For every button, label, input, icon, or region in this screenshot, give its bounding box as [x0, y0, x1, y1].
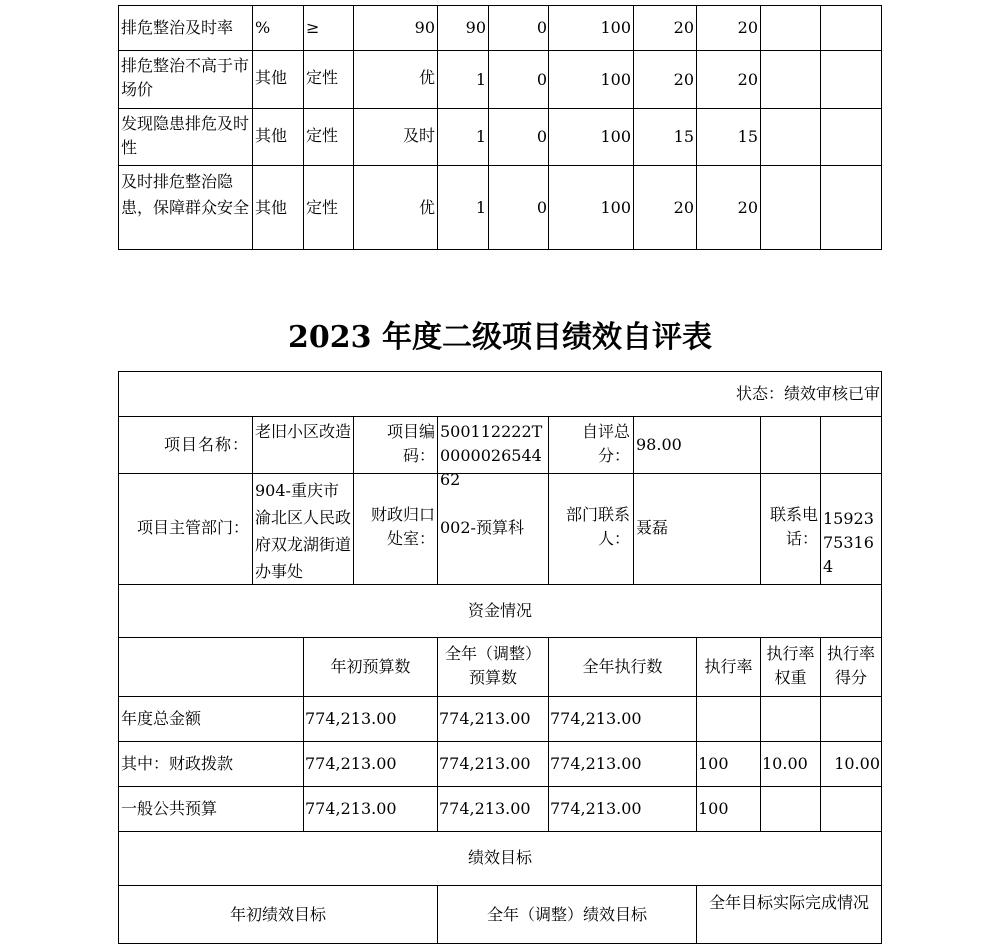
col-header-rate-score: 执行率得分 [826, 644, 875, 687]
unit-cell: % [255, 18, 271, 37]
score-cell: 20 [737, 198, 758, 217]
score-cell: 15 [737, 127, 758, 146]
weight-cell: 20 [673, 18, 694, 37]
dept-label: 项目主管部门： [136, 518, 249, 537]
actual-cell: 1 [475, 127, 486, 146]
dept-value: 904-重庆市渝北区人民政府双龙湖街道办事处 [255, 481, 352, 581]
nature-cell: 定性 [306, 68, 339, 87]
finance-value: 002-预算科 [440, 518, 524, 537]
col-header-adjusted-budget: 全年（调整）预算数 [444, 644, 541, 687]
indicator-name: 排危整治不高于市场价 [121, 56, 250, 99]
funds-row-label: 年度总金额 [121, 709, 202, 728]
score-value: 98.00 [636, 435, 682, 454]
target-cell: 90 [414, 18, 435, 37]
actual-cell: 1 [475, 198, 486, 217]
unit-cell: 其他 [255, 68, 288, 87]
funds-score: 10.00 [834, 754, 880, 773]
funds-row-label: 其中：财政拨款 [121, 754, 234, 773]
nature-cell: 定性 [306, 126, 339, 145]
actual-cell: 1 [475, 70, 486, 89]
page-title: 2023 年度二级项目绩效自评表 [288, 320, 712, 355]
funds-initial: 774,213.00 [305, 709, 397, 728]
indicator-name: 及时排危整治隐患，保障群众安全 [121, 172, 250, 217]
value-cell: 0 [536, 70, 547, 89]
project-name-value: 老旧小区改造 [255, 422, 352, 441]
score-cell: 20 [737, 18, 758, 37]
col-header-actual-completion: 全年目标实际完成情况 [708, 893, 869, 912]
funds-weight: 10.00 [762, 754, 808, 773]
project-code-value: 500112222T000002654462 [440, 422, 543, 489]
funds-executed: 774,213.00 [550, 754, 642, 773]
project-code-label: 项目编码： [386, 422, 435, 465]
phone-value: 15923753164 [823, 509, 874, 576]
col-header-initial-goal: 年初绩效目标 [229, 905, 326, 924]
nature-cell: ≥ [306, 18, 320, 37]
target-cell: 优 [418, 198, 435, 217]
value-cell: 100 [600, 70, 631, 89]
value-cell: 0 [536, 198, 547, 217]
weight-cell: 20 [673, 70, 694, 89]
col-header-executed: 全年执行数 [582, 657, 663, 676]
weight-cell: 15 [673, 127, 694, 146]
finance-label: 财政归口处室： [370, 505, 435, 548]
funds-rate: 100 [698, 754, 729, 773]
perf-section-heading: 绩效目标 [467, 848, 532, 867]
col-header-rate-weight: 执行率权重 [766, 644, 815, 687]
funds-adjusted: 774,213.00 [439, 754, 531, 773]
contact-value: 聂磊 [636, 518, 669, 537]
col-header-initial-budget: 年初预算数 [330, 657, 411, 676]
funds-adjusted: 774,213.00 [439, 709, 531, 728]
funds-rate: 100 [698, 799, 729, 818]
score-cell: 20 [737, 70, 758, 89]
contact-label: 部门联系人： [565, 505, 630, 548]
project-name-label: 项目名称： [163, 435, 249, 454]
indicator-name: 发现隐患排危及时性 [121, 114, 250, 157]
indicator-name: 排危整治及时率 [121, 18, 234, 37]
value-cell: 100 [600, 198, 631, 217]
score-label: 自评总分： [581, 422, 630, 465]
nature-cell: 定性 [306, 198, 339, 217]
funds-initial: 774,213.00 [305, 754, 397, 773]
value-cell: 0 [536, 127, 547, 146]
funds-adjusted: 774,213.00 [439, 799, 531, 818]
unit-cell: 其他 [255, 198, 288, 217]
value-cell: 100 [600, 18, 631, 37]
target-cell: 及时 [402, 126, 435, 145]
funds-section-heading: 资金情况 [467, 601, 532, 620]
col-header-rate: 执行率 [704, 657, 753, 676]
weight-cell: 20 [673, 198, 694, 217]
actual-cell: 90 [465, 18, 486, 37]
funds-executed: 774,213.00 [550, 799, 642, 818]
col-header-adjusted-goal: 全年（调整）绩效目标 [486, 905, 647, 924]
phone-label: 联系电话： [769, 505, 818, 548]
value-cell: 100 [600, 127, 631, 146]
funds-executed: 774,213.00 [550, 709, 642, 728]
status-text: 状态：绩效审核已审 [735, 384, 880, 403]
value-cell: 0 [536, 18, 547, 37]
funds-initial: 774,213.00 [305, 799, 397, 818]
target-cell: 优 [418, 68, 435, 87]
unit-cell: 其他 [255, 126, 288, 145]
funds-row-label: 一般公共预算 [121, 799, 218, 818]
